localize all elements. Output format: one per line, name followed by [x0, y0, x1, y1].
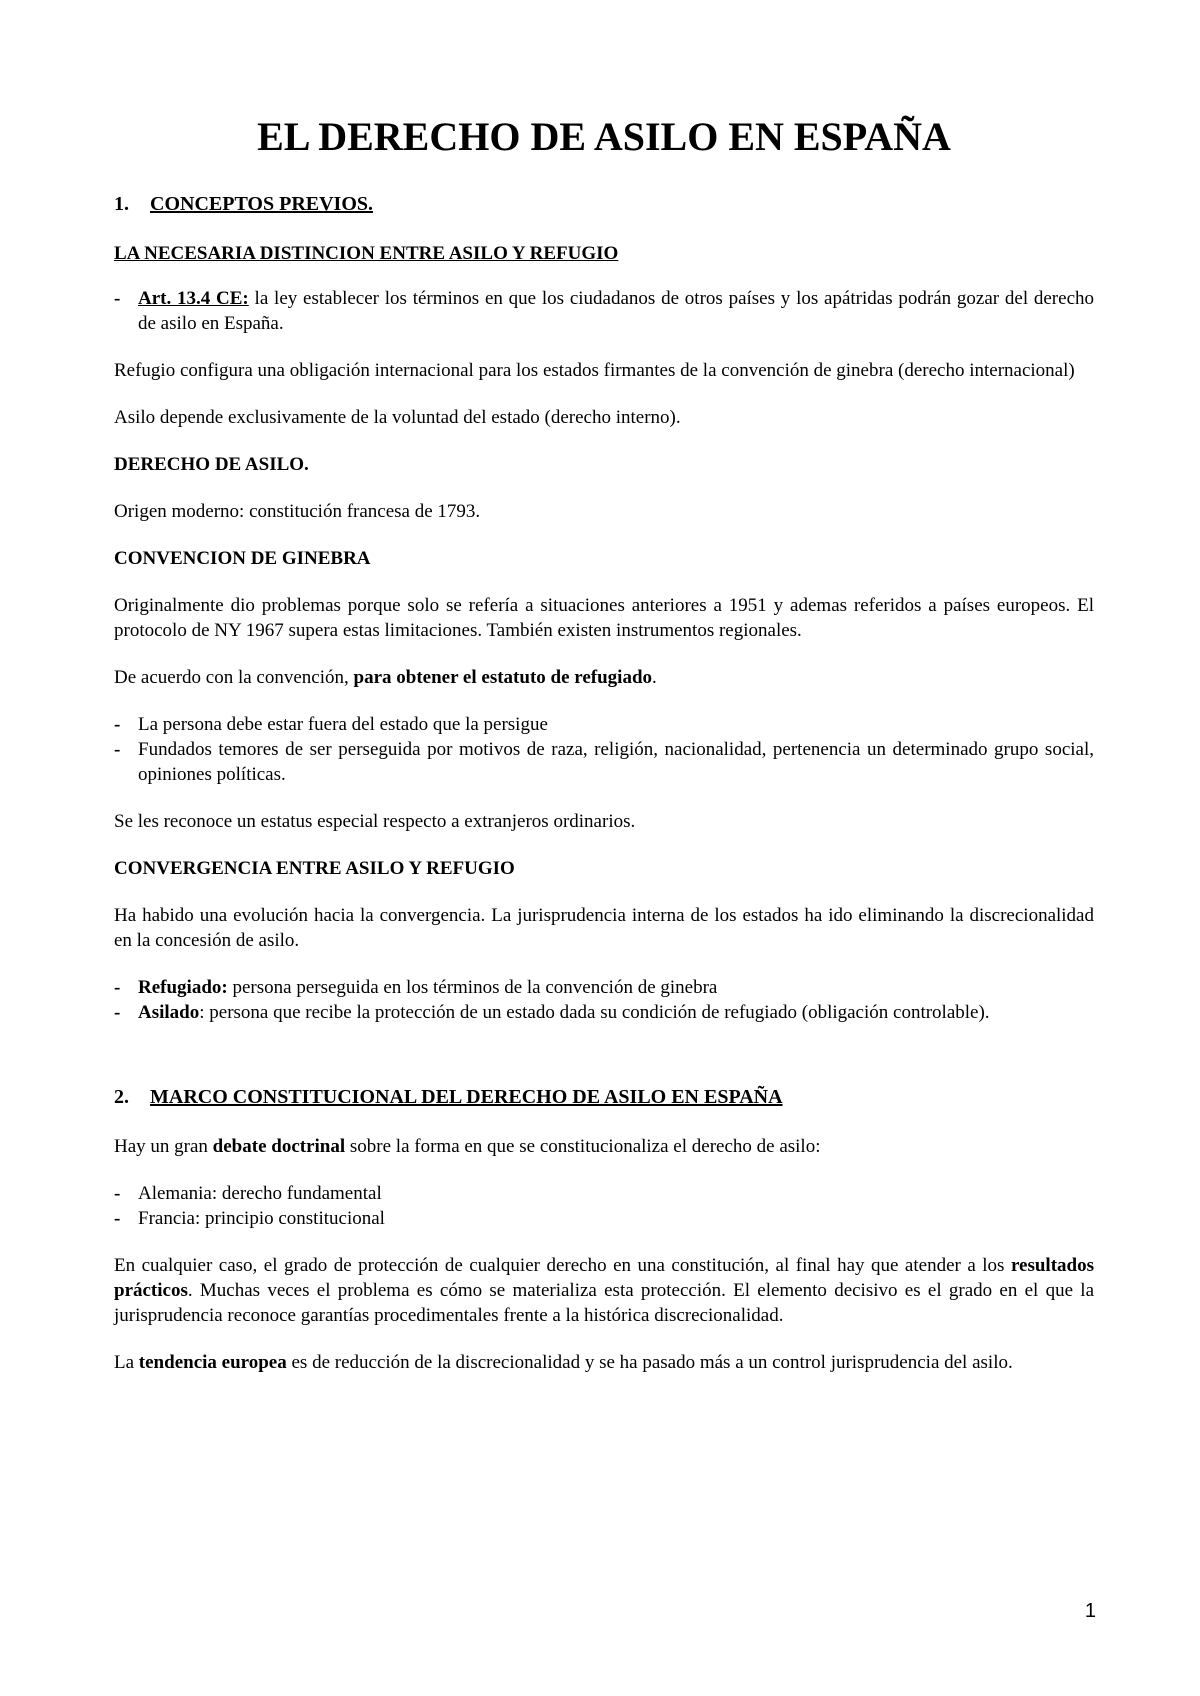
text-span: . Muchas veces el problema es cómo se materializa esta protección. El elemento decisivo es el grado en el que la jurisprudencia reconoce garantías procedimentales frente a la histórica discrecionalidad. [114, 1280, 1094, 1326]
art-label: Art. 13.4 CE: [138, 288, 249, 309]
text-span: . [652, 667, 657, 688]
section-2-title: MARCO CONSTITUCIONAL DEL DERECHO DE ASILO EN ESPAÑA [150, 1086, 783, 1108]
text-span: Hay un gran [114, 1136, 213, 1157]
subheading-convergencia: CONVERGENCIA ENTRE ASILO Y REFUGIO [114, 858, 515, 879]
bold-span: debate doctrinal [212, 1136, 346, 1157]
list-item: - Francia: principio constitucional [114, 1206, 1094, 1231]
section-1-number: 1. [114, 193, 129, 215]
list-item [114, 1000, 1094, 1025]
art-text: la ley establecer los términos en que los ciudadanos de otros países y los apátridas podrán gozar del derecho de asilo en España. [138, 288, 1095, 334]
section-2-heading [114, 1085, 1094, 1110]
refugiado-label: Refugiado: [138, 977, 228, 998]
text-span: sobre la forma en que se constitucionaliza el derecho de asilo: [345, 1136, 821, 1157]
text-span: es de reducción de la discrecionalidad y se ha pasado más a un control jurisprudencia del asilo. [286, 1352, 1013, 1373]
paragraph-reconoce: Se les reconoce un estatus especial respecto a extranjeros ordinarios. [114, 811, 636, 832]
paragraph-originalmente: Originalmente dio problemas porque solo se refería a situaciones anteriores a 1951 y ademas referidos a países europeos. El protocolo de NY 1967 supera estas limitaciones. También existen instrumentos regionales. [114, 595, 1094, 641]
list-item [114, 975, 1094, 1000]
paragraph-tendencia [114, 1350, 1094, 1375]
section-2-number: 2. [114, 1086, 129, 1108]
text-span: De acuerdo con la convención, [114, 667, 354, 688]
paragraph-acuerdo [114, 665, 1094, 690]
bold-span: resultados prácticos [114, 1255, 1094, 1301]
subheading-ginebra: CONVENCION DE GINEBRA [114, 548, 371, 569]
list-item: - Fundados temores de ser perseguida por motivos de raza, religión, nacionalidad, pertenencia un determinado grupo social, opiniones políticas. [114, 737, 1094, 787]
paragraph-caso [114, 1253, 1094, 1328]
document-body [114, 112, 1094, 1397]
subheading-distincion: LA NECESARIA DISTINCION ENTRE ASILO Y REFUGIO [114, 243, 619, 264]
refugiado-text: persona perseguida en los términos de la convención de ginebra [227, 977, 718, 998]
asilado-text: : persona que recibe la protección de un estado dada su condición de refugiado (obligación controlable). [199, 1002, 990, 1023]
text-span: La [114, 1352, 139, 1373]
art-list [114, 286, 1094, 336]
requisitos-list [114, 712, 1094, 787]
section-1-title: CONCEPTOS PREVIOS. [150, 193, 374, 215]
paragraph-origen: Origen moderno: constitución francesa de 1793. [114, 501, 481, 522]
paragraph-debate [114, 1134, 1094, 1159]
paragraph-refugio: Refugio configura una obligación internacional para los estados firmantes de la convención de ginebra (derecho internacional) [114, 360, 1075, 381]
section-1-heading [114, 192, 1094, 217]
text-span: En cualquier caso, el grado de protección de cualquier derecho en una constitución, al final hay que atender a los [114, 1255, 1011, 1276]
definiciones-list [114, 975, 1094, 1025]
list-item: - Alemania: derecho fundamental [114, 1181, 1094, 1206]
list-item: - La persona debe estar fuera del estado que la persigue [114, 712, 1094, 737]
bold-span: tendencia europea [138, 1352, 287, 1373]
bold-span: para obtener el estatuto de refugiado [353, 667, 653, 688]
list-item [114, 286, 1094, 336]
section-spacer [114, 1047, 1094, 1085]
paragraph-asilo: Asilo depende exclusivamente de la voluntad del estado (derecho interno). [114, 407, 681, 428]
paragraph-evolucion: Ha habido una evolución hacia la convergencia. La jurisprudencia interna de los estados ha ido eliminando la discrecionalidad en la concesión de asilo. [114, 905, 1094, 951]
paises-list [114, 1181, 1094, 1231]
document-title: EL DERECHO DE ASILO EN ESPAÑA [257, 114, 951, 159]
page-number: 1 [1084, 1600, 1096, 1622]
subheading-derecho-asilo: DERECHO DE ASILO. [114, 454, 309, 475]
asilado-label: Asilado [138, 1002, 200, 1023]
